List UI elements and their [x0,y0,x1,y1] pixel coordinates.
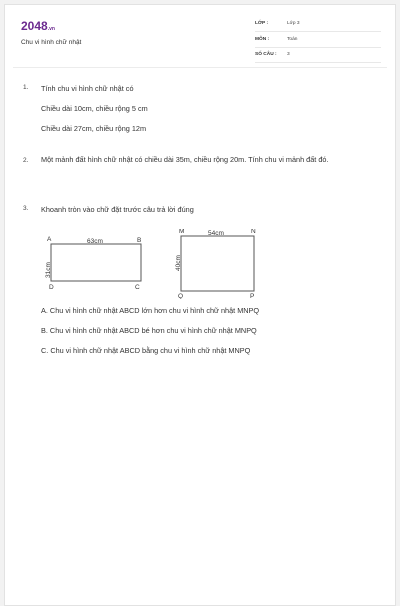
meta-class-row [255,17,381,32]
header-divider [13,67,387,68]
meta-value: Toán [287,37,298,42]
width-label-ad: 31cm [45,262,52,278]
answer-option-a[interactable]: A. Chu vi hình chữ nhật ABCD lớn hơn chu vi hình chữ nhật MNPQ [41,306,260,315]
question-number: 3. [23,205,29,212]
length-label-mn: 54cm [208,230,224,237]
question-item: Chiều dài 10cm, chiều rộng 5 cm [41,104,148,113]
worksheet-page [4,4,396,606]
answer-option-c[interactable]: C. Chu vi hình chữ nhật ABCD bằng chu vi hình chữ nhật MNPQ [41,346,251,355]
meta-label: MÔN : [255,37,270,42]
rectangles-figure [41,229,271,299]
meta-label: LỚP : [255,21,269,26]
answer-option-b[interactable]: B. Chu vi hình chữ nhật ABCD bé hơn chu vi hình chữ nhật MNPQ [41,326,257,335]
meta-label: SỐ CÂU : [255,52,277,57]
meta-count-row [255,48,381,63]
vertex-label-c: C [135,284,140,291]
worksheet-title: Chu vi hình chữ nhật [21,39,82,46]
meta-value: 3 [287,52,290,57]
question-number: 2. [23,157,29,164]
vertex-label-b: B [137,237,142,244]
meta-value: Lớp 3 [287,21,300,26]
length-label-ab: 63cm [87,238,103,245]
site-logo[interactable] [21,19,55,33]
question-number: 1. [23,84,29,91]
vertex-label-d: D [49,284,54,291]
question-text: Một mảnh đất hình chữ nhật có chiều dài 35m, chiều rộng 20m. Tính chu vi mảnh đất đó. [41,155,329,164]
vertex-label-q: Q [178,293,184,299]
vertex-label-m: M [179,229,185,235]
rectangle-abcd [51,244,141,281]
meta-subject-row [255,33,381,48]
rectangle-mnpq [181,236,254,291]
logo-text: 2048 [21,19,48,33]
vertex-label-n: N [251,229,256,235]
question-text: Tính chu vi hình chữ nhật có [41,84,134,93]
worksheet-header [5,5,395,65]
vertex-label-a: A [47,236,52,243]
vertex-label-p: P [250,293,255,299]
question-item: Chiều dài 27cm, chiều rộng 12m [41,124,147,133]
logo-tld: .vn [47,26,55,32]
question-text: Khoanh tròn vào chữ đặt trước câu trả lời đúng [41,205,194,214]
width-label-mq: 40cm [175,255,182,271]
